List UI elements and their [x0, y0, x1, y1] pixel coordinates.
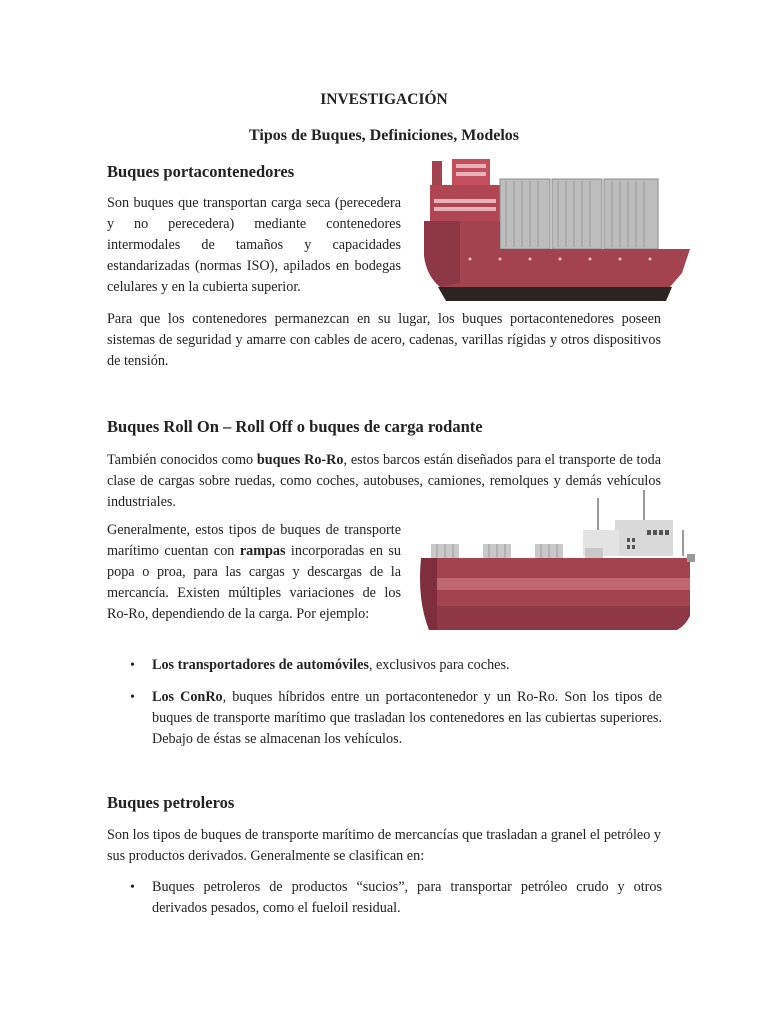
paragraph-portacontenedores-definition: Son buques que transportan carga seca (perecedera y no perecedera) mediante contenedores intermodales de tamaños y capacidades estandarizadas (normas ISO), apilados en bodegas celulares y en la cubierta superior.	[107, 195, 401, 295]
section-heading-portacontenedores: Buques portacontenedores	[107, 162, 295, 181]
paragraph-roro-ramps: Generalmente, estos tipos de buques de transporte marítimo cuentan con rampas incorporadas en su popa o proa, para las cargas y descargas de la mercancía. Existen múltiples variaciones de los Ro-Ro, dependiendo de la carga. Por ejemplo:	[107, 522, 401, 622]
container-ship-illustration	[420, 155, 705, 307]
list-item-petroleros-sucios: • Buques petroleros de productos “sucios”, para transportar petróleo crudo y otros derivados pesados, como el fueloil residual.	[130, 879, 662, 916]
paragraph-petroleros-intro: Son los tipos de buques de transporte marítimo de mercancías que trasladan a granel el petróleo y sus productos derivados. Generalmente se clasifican en:	[107, 827, 661, 864]
bullet-icon: •	[130, 658, 135, 673]
list-item-roro-conro: • Los ConRo, buques híbridos entre un portacontenedor y un Ro-Ro. Son los tipos de buques de transporte marítimo que trasladan los contenedores en las cubiertas superiores. Debajo de éstas se almacenan los vehículos.	[130, 689, 662, 747]
section-heading-roro: Buques Roll On – Roll Off o buques de carga rodante	[107, 417, 483, 436]
bold-buques-roro: buques Ro-Ro	[256, 452, 344, 468]
bold-conro: Los ConRo	[152, 689, 223, 705]
bold-transportadores: Los transportadores de automóviles	[152, 657, 369, 673]
list-item-roro-automoviles: • Los transportadores de automóviles, exclusivos para coches.	[130, 655, 662, 676]
bold-rampas: rampas	[239, 543, 286, 559]
roro-ship-illustration	[415, 490, 700, 635]
section-heading-petroleros: Buques petroleros	[107, 793, 235, 812]
paragraph-portacontenedores-security: Para que los contenedores permanezcan en su lugar, los buques portacontenedores poseen sistemas de seguridad y amarre con cables de acero, cadenas, varillas rígidas y otros dispositivos de tensión.	[107, 311, 661, 369]
bullet-icon: •	[130, 880, 135, 895]
bullet-icon: •	[130, 690, 135, 705]
document-title: INVESTIGACIÓN	[320, 91, 448, 108]
document-subtitle: Tipos de Buques, Definiciones, Modelos	[249, 127, 519, 144]
paragraph-roro-intro: También conocidos como buques Ro-Ro, estos barcos están diseñados para el transporte de toda clase de cargas sobre ruedas, como coches, autobuses, camiones, remolques y demás vehículos industriales.	[107, 452, 661, 510]
